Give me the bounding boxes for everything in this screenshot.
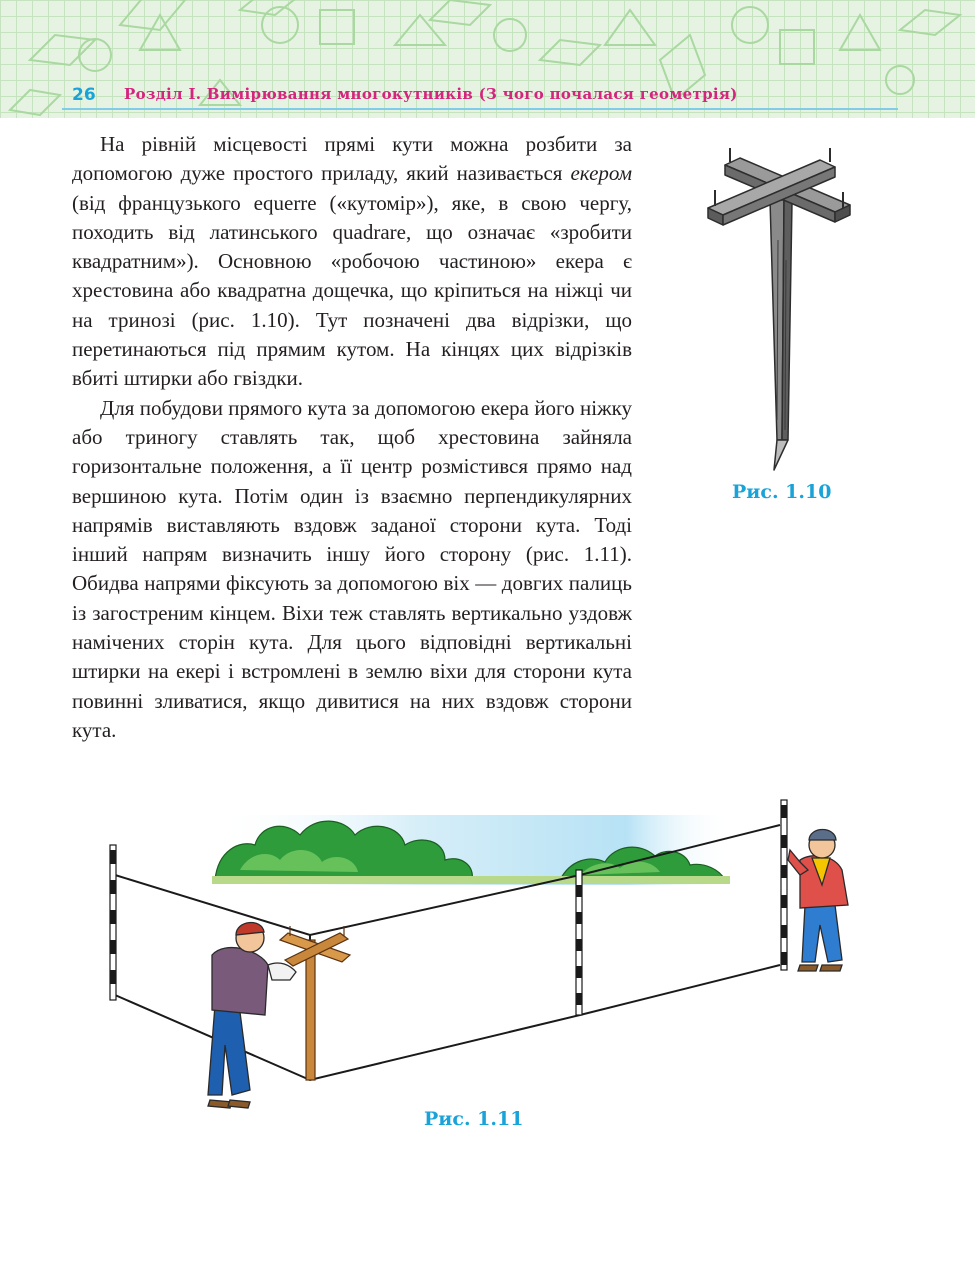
eker-instrument-illustration [700, 140, 860, 475]
paragraph-1 [72, 130, 632, 394]
eker-on-site [280, 926, 350, 1080]
field-scene-illustration [100, 790, 860, 1110]
body-text [72, 130, 632, 745]
paragraph-2: Для побудови прямого кута за допомогою екера його ніжку або триногу ставлять так, щоб хрестовина зайняла горизонтальне положення, а її центр розмістився прямо над вершиною кута. Потім один із взаємно перпендикулярних напрямів виставляють вздовж заданої сторони кута. Тоді інший напрям визначить іншу його сторону (рис. 1.11). Обидва напрями фіксують за допомогою віх — довгих палиць із загостреним кінцем. Віхи теж ставлять вертикально уздовж намічених сторін кута. Для цього відповідні вертикальні штирки на екері і встромлені в землю віхи для сторони кута повинні зливатися, якщо дивитися на них вздовж сторони кута. [72, 395, 632, 742]
paragraph-1-start: На рівній місцевості прямі кути можна розбити за допомогою дуже простого приладу, який називається [72, 132, 632, 186]
header-rule [62, 108, 898, 110]
page-number: 26 [72, 85, 96, 105]
term-eker: екером [570, 161, 632, 186]
boy-left-figure [208, 923, 296, 1108]
running-title: Розділ І. Вимірювання многокутників (З чого почалася геометрія) [124, 85, 738, 103]
ground-strip [212, 876, 730, 884]
ranging-pole-left [110, 845, 116, 1000]
ranging-pole-right [781, 800, 787, 970]
boy-right-figure [788, 830, 848, 972]
ranging-pole-middle [576, 870, 582, 1015]
figure-1-10-caption: Рис. 1.10 [732, 481, 832, 503]
figure-1-11-caption: Рис. 1.11 [424, 1108, 524, 1130]
paragraph-1-end: (від французького equerre («кутомір»), яке, в свою чергу, походить від латинського quadrare, що означає «зробити квадратним»). Основною «робочою частиною» екера є хрестовина або квадратна дощечка, що кріпиться на ніжці чи на тринозі (рис. 1.10). Тут позначені два відрізки, що перетинаються під прямим кутом. На кінцях цих відрізків вбиті штирки або гвіздки. [72, 190, 632, 391]
